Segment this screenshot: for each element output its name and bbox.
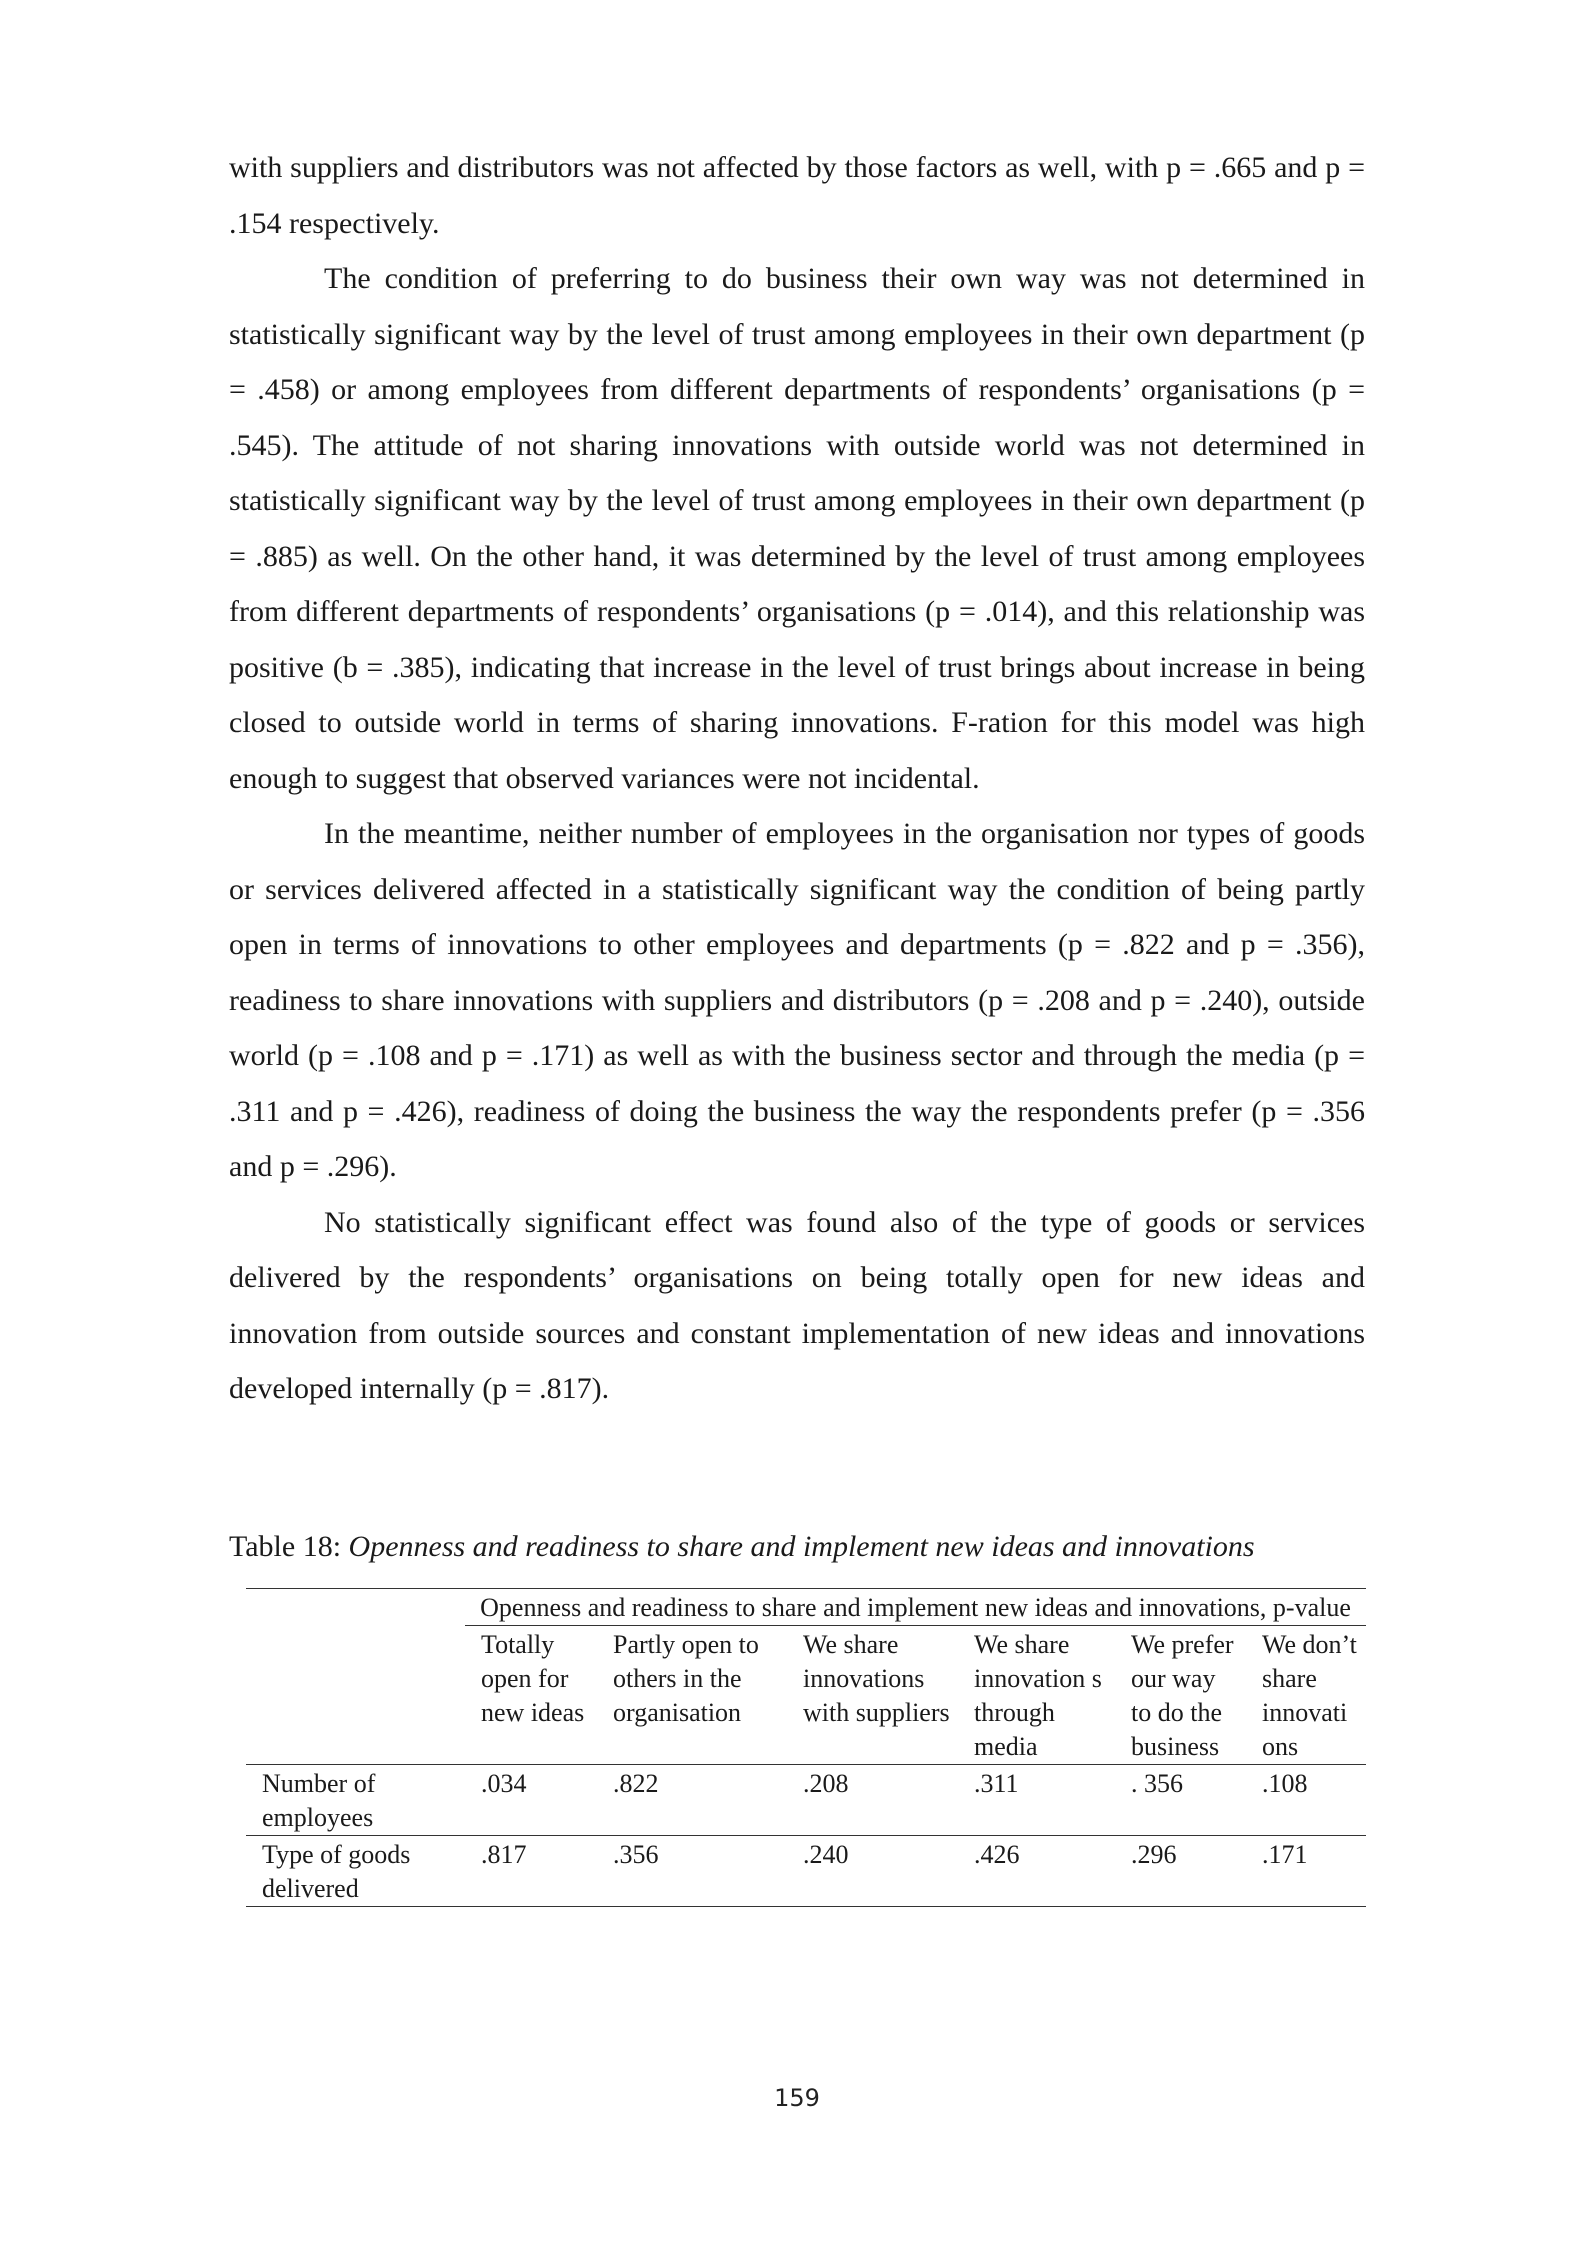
body-text [229,140,1365,1417]
column-header: We prefer our way to do the business [1115,1626,1246,1765]
paragraph-trust-effects: The condition of preferring to do business their own way was not determined in statistically significant way by the level of trust among employees in their own department (p = .458) or among employees from different departments of respondents’ organisations (p = .545). The attitude of not sharing innovations with outside world was not determined in statistically significant way by the level of trust among employees in their own department (p = .885) as well. On the other hand, it was determined by the level of trust among employees from different departments of respondents’ organisations (p = .014), and this relationship was positive (b = .385), indicating that increase in the level of trust brings about increase in being closed to outside world in terms of sharing innovations. F-ration for this model was high enough to suggest that observed variances were not incidental. [229,262,1365,795]
table-cell: .296 [1115,1836,1246,1907]
page-number: 159 [774,2084,820,2112]
column-header: Totally open for new ideas [465,1626,597,1765]
table-row-label-header [246,1626,465,1765]
table-cell: .426 [958,1836,1115,1907]
table-cell: .171 [1246,1836,1366,1907]
table-cell: . 356 [1115,1765,1246,1836]
table-caption [229,1527,1409,1567]
table-cell: .240 [787,1836,958,1907]
results-table [246,1588,1366,1907]
table-cell: .356 [597,1836,787,1907]
results-table-wrapper [246,1588,1366,1907]
table-cell: .108 [1246,1765,1366,1836]
column-header: We don’t share innovati ons [1246,1626,1366,1765]
table-column-header-row [246,1626,1366,1765]
table-group-header-row [246,1589,1366,1626]
table-cell: .208 [787,1765,958,1836]
table-caption-title: Openness and readiness to share and implement new ideas and innovations [348,1530,1255,1563]
table-row [246,1765,1366,1836]
table-cell: .822 [597,1765,787,1836]
row-label: Number of employees [246,1765,465,1836]
table-cell: .817 [465,1836,597,1907]
table-corner-cell [246,1589,465,1626]
paragraph-employees-goods: In the meantime, neither number of employees in the organisation nor types of goods or services delivered affected in a statistically significant way the condition of being partly open in terms of innovations to other employees and departments (p = .822 and p = .356), readiness to share innovations with suppliers and distributors (p = .208 and p = .240), outside world (p = .108 and p = .171) as well as with the business sector and through the media (p = .311 and p = .426), readiness of doing the business the way the respondents prefer (p = .356 and p = .296). [229,817,1365,1183]
paragraph-no-effect: No statistically significant effect was found also of the type of goods or services delivered by the respondents’ organisations on being totally open for new ideas and innovation from outside sources and constant implementation of new ideas and innovations developed internally (p = .817). [229,1205,1365,1405]
table-cell: .311 [958,1765,1115,1836]
table-caption-label: Table 18: [229,1530,349,1563]
paragraph-continuation: with suppliers and distributors was not affected by those factors as well, with p = .665 and p = .154 respectively. [229,151,1365,240]
table-group-header: Openness and readiness to share and implement new ideas and innovations, p-value [465,1589,1366,1626]
row-label: Type of goods delivered [246,1836,465,1907]
column-header: We share innovations with suppliers [787,1626,958,1765]
table-row [246,1836,1366,1907]
column-header: Partly open to others in the organisation [597,1626,787,1765]
column-header: We share innovation s through media [958,1626,1115,1765]
table-cell: .034 [465,1765,597,1836]
